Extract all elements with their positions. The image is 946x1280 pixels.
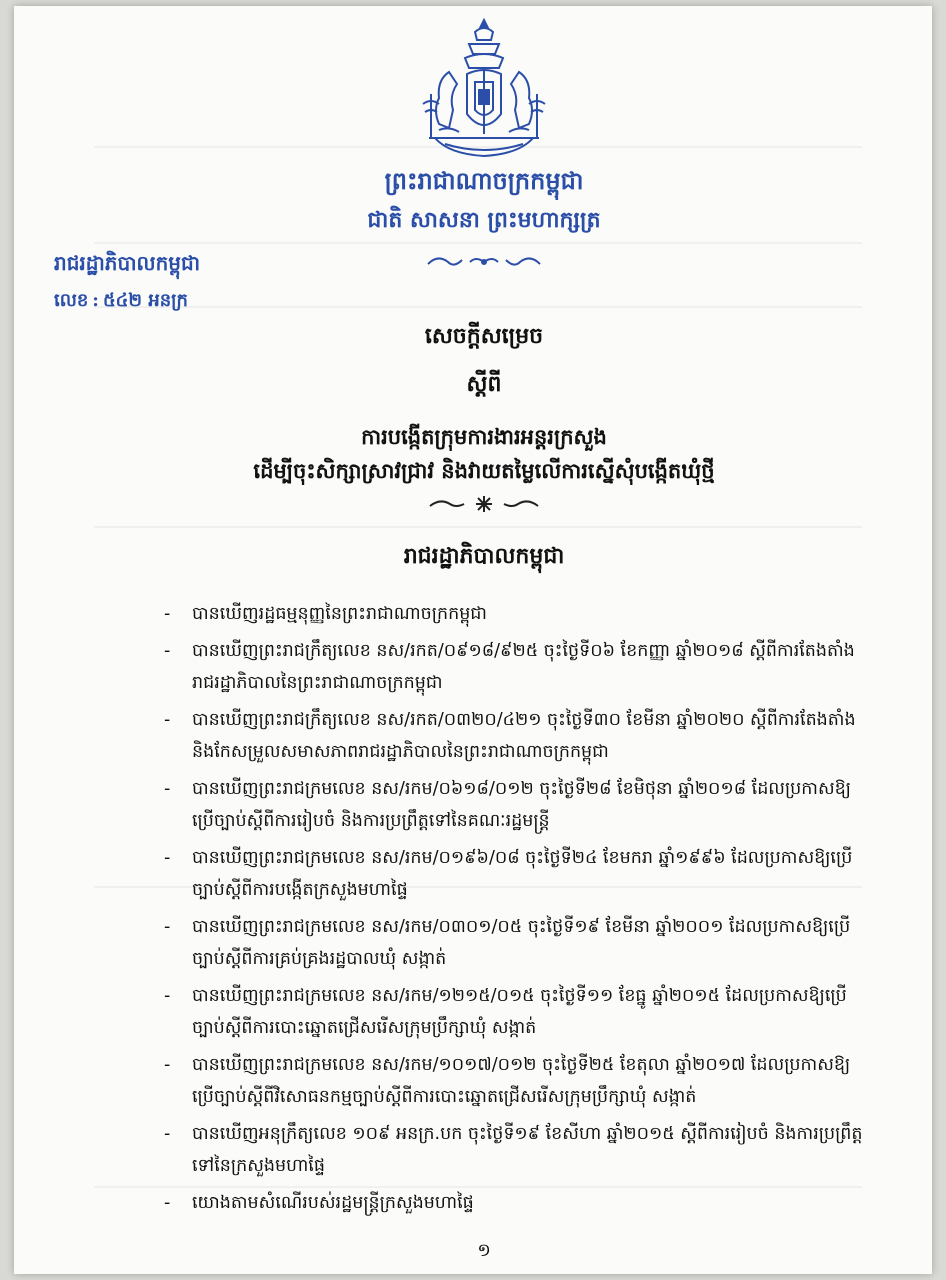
reference-label: លេខ	[54, 290, 89, 311]
document-page	[14, 6, 932, 1274]
black-divider-ornament	[424, 492, 544, 516]
list-item-text: បានឃើញព្រះរាជក្រមលេខ នស/រកម/០៦១៨/០១២ ចុះថ្ងៃទី២៨ ខែមិថុនា ឆ្នាំ២០១៨ ដែលប្រកាសឱ្យប្រើច្បាប់ស្តីពីការរៀបចំ និងការប្រព្រឹត្តទៅនៃគណៈរដ្ឋមន្ត្រី	[192, 779, 851, 831]
document-type-title: សេចក្តីសម្រេច	[424, 323, 544, 349]
list-item: - បានឃើញរដ្ឋធម្មនុញ្ញនៃព្រះរាជាណាចក្រកម្ពុជា	[164, 604, 487, 624]
list-item: - យោងតាមសំណើរបស់រដ្ឋមន្ត្រីក្រសួងមហាផ្ទៃ	[164, 1193, 474, 1213]
bleed-through-line	[94, 306, 862, 308]
national-motto: ជាតិ សាសនា ព្រះមហាក្សត្រ	[367, 207, 601, 233]
list-item: - បានឃើញព្រះរាជក្រឹត្យលេខ នស/រកត/០៣២០/៤២១ ចុះថ្ងៃទី៣០ ខែមីនា ឆ្នាំ២០២០ ស្តីពីការតែងតាំងនិងកែសម្រួលសមាសភាពរាជរដ្ឋាភិបាលនៃព្រះរាជាណាចក្រកម្ពុជា	[164, 710, 856, 762]
list-item: - បានឃើញព្រះរាជក្រមលេខ នស/រកម/០១៩៦/០៨ ចុះថ្ងៃទី២៤ ខែមករា ឆ្នាំ១៩៩៦ ដែលប្រកាសឱ្យប្រើច្បាប់ស្តីពីការបង្កើតក្រសួងមហាផ្ទៃ	[164, 848, 853, 900]
list-item: - បានឃើញព្រះរាជក្រឹត្យលេខ នស/រកត/០៩១៨/៩២៥ ចុះថ្ងៃទី០៦ ខែកញ្ញា ឆ្នាំ២០១៨ ស្តីពីការតែងតាំងរាជរដ្ឋាភិបាលនៃព្រះរាជាណាចក្រកម្ពុជា	[164, 641, 855, 693]
bleed-through-line	[94, 242, 862, 244]
subject-line-2: ដើម្បីចុះសិក្សាស្រាវជ្រាវ និងវាយតម្លៃលើការស្នើសុំបង្កើតឃុំថ្មី	[253, 458, 715, 483]
list-item-text: បានឃើញព្រះរាជក្រមលេខ នស/រកម/១២១៥/០១៥ ចុះថ្ងៃទី១១ ខែធ្នូ ឆ្នាំ២០១៥ ដែលប្រកាសឱ្យប្រើច្បាប់ស្តីពីការបោះឆ្នោតជ្រើសរើសក្រុមប្រឹក្សាឃុំ សង្កាត់	[192, 986, 847, 1038]
list-item: - បានឃើញព្រះរាជក្រមលេខ នស/រកម/១០១៧/០១២ ចុះថ្ងៃទី២៥ ខែតុលា ឆ្នាំ២០១៧ ដែលប្រកាសឱ្យប្រើច្បាប់ស្តីពីវិសោធនកម្មច្បាប់ស្តីពីការបោះឆ្នោតជ្រើសរើសក្រុមប្រឹក្សាឃុំ សង្កាត់	[164, 1055, 851, 1107]
list-item: - បានឃើញព្រះរាជក្រមលេខ នស/រកម/០៦១៨/០១២ ចុះថ្ងៃទី២៨ ខែមិថុនា ឆ្នាំ២០១៨ ដែលប្រកាសឱ្យប្រើច្បាប់ស្តីពីការរៀបចំ និងការប្រព្រឹត្តទៅនៃគណៈរដ្ឋមន្ត្រី	[164, 779, 851, 831]
list-item: - បានឃើញព្រះរាជក្រមលេខ នស/រកម/១២១៥/០១៥ ចុះថ្ងៃទី១១ ខែធ្នូ ឆ្នាំ២០១៥ ដែលប្រកាសឱ្យប្រើច្បាប់ស្តីពីការបោះឆ្នោតជ្រើសរើសក្រុមប្រឹក្សាឃុំ សង្កាត់	[164, 986, 847, 1038]
list-item-text: បានឃើញព្រះរាជក្រឹត្យលេខ នស/រកត/០៩១៨/៩២៥ ចុះថ្ងៃទី០៦ ខែកញ្ញា ឆ្នាំ២០១៨ ស្តីពីការតែងតាំងរាជរដ្ឋាភិបាលនៃព្រះរាជាណាចក្រកម្ពុជា	[192, 641, 855, 693]
list-item-text: យោងតាមសំណើរបស់រដ្ឋមន្ត្រីក្រសួងមហាផ្ទៃ	[192, 1193, 474, 1213]
bleed-through-line	[94, 526, 862, 528]
legal-basis-list	[164, 598, 864, 1224]
issuer-heading: រាជរដ្ឋាភិបាលកម្ពុជា	[403, 543, 565, 569]
blue-divider-ornament	[424, 250, 544, 274]
list-item-text: បានឃើញព្រះរាជក្រមលេខ នស/រកម/១០១៧/០១២ ចុះថ្ងៃទី២៥ ខែតុលា ឆ្នាំ២០១៧ ដែលប្រកាសឱ្យប្រើច្បាប់ស្តីពីវិសោធនកម្មច្បាប់ស្តីពីការបោះឆ្នោតជ្រើសរើសក្រុមប្រឹក្សាឃុំ សង្កាត់	[192, 1055, 851, 1107]
list-item-text: បានឃើញអនុក្រឹត្យលេខ ១០៩ អនក្រ.បក ចុះថ្ងៃទី១៩ ខែសីហា ឆ្នាំ២០១៥ ស្តីពីការរៀបចំ និងការប្រព្រឹត្តទៅនៃក្រសួងមហាផ្ទៃ	[192, 1124, 863, 1176]
kingdom-name: ព្រះរាជាណាចក្រកម្ពុជា	[384, 166, 584, 195]
list-item-text: បានឃើញរដ្ឋធម្មនុញ្ញនៃព្រះរាជាណាចក្រកម្ពុជា	[192, 604, 487, 624]
list-item: - បានឃើញអនុក្រឹត្យលេខ ១០៩ អនក្រ.បក ចុះថ្ងៃទី១៩ ខែសីហា ឆ្នាំ២០១៥ ស្តីពីការរៀបចំ និងការប្រព្រឹត្តទៅនៃក្រសួងមហាផ្ទៃ	[164, 1124, 863, 1176]
list-item-text: បានឃើញព្រះរាជក្រឹត្យលេខ នស/រកត/០៣២០/៤២១ ចុះថ្ងៃទី៣០ ខែមីនា ឆ្នាំ២០២០ ស្តីពីការតែងតាំងនិងកែសម្រួលសមាសភាពរាជរដ្ឋាភិបាលនៃព្រះរាជាណាចក្រកម្ពុជា	[192, 710, 856, 762]
list-item: - បានឃើញព្រះរាជក្រមលេខ នស/រកម/០៣០១/០៥ ចុះថ្ងៃទី១៩ ខែមីនា ឆ្នាំ២០០១ ដែលប្រកាសឱ្យប្រើច្បាប់ស្តីពីការគ្រប់គ្រងរដ្ឋបាលឃុំ សង្កាត់	[164, 917, 851, 969]
subject-line-1: ការបង្កើតក្រុមការងារអន្តរក្រសួង	[361, 424, 607, 449]
subject-label: ស្តីពី	[466, 371, 502, 397]
page-number: ១	[477, 1240, 491, 1261]
list-item-text: បានឃើញព្រះរាជក្រមលេខ នស/រកម/០៣០១/០៥ ចុះថ្ងៃទី១៩ ខែមីនា ឆ្នាំ២០០១ ដែលប្រកាសឱ្យប្រើច្បាប់ស្តីពីការគ្រប់គ្រងរដ្ឋបាលឃុំ សង្កាត់	[192, 917, 851, 969]
royal-coat-of-arms-emblem	[409, 14, 559, 162]
list-item-text: បានឃើញព្រះរាជក្រមលេខ នស/រកម/០១៩៦/០៨ ចុះថ្ងៃទី២៤ ខែមករា ឆ្នាំ១៩៩៦ ដែលប្រកាសឱ្យប្រើច្បាប់ស្តីពីការបង្កើតក្រសួងមហាផ្ទៃ	[192, 848, 853, 900]
issuing-government: រាជរដ្ឋាភិបាលកម្ពុជា	[54, 251, 200, 275]
reference-number: លេខ : ៥៤២ អនក្រ	[54, 290, 188, 311]
reference-value: ៥៤២ អនក្រ	[102, 290, 188, 311]
